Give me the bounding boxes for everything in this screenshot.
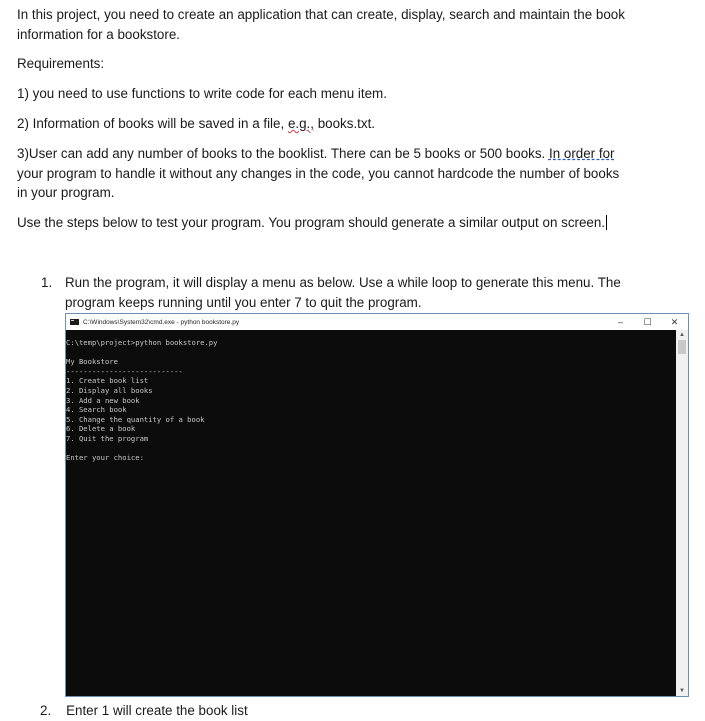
console-line: 2. Display all books xyxy=(66,385,153,395)
scroll-thumb[interactable] xyxy=(678,340,686,354)
intro-line-2: information for a bookstore. xyxy=(17,26,181,42)
console-line: 7. Quit the program xyxy=(66,433,149,443)
console-line: 5. Change the quantity of a book xyxy=(66,414,205,424)
step-1-text xyxy=(65,273,645,312)
step-1-number: 1. xyxy=(41,275,53,290)
console-line xyxy=(66,444,676,454)
console-output[interactable] xyxy=(66,330,676,696)
console-line: 4. Search book xyxy=(66,405,127,415)
console-line: 1. Create book list xyxy=(66,376,149,386)
cmd-window-screenshot xyxy=(65,313,689,697)
intro-paragraph xyxy=(17,5,647,44)
step-1-line-1: Run the program, it will display a menu as below. Use a while loop to generate this menu. The xyxy=(65,275,621,290)
requirements-heading: Requirements: xyxy=(17,56,105,71)
grammar-flagged-phrase[interactable]: In order for xyxy=(548,146,615,161)
step-2-partial xyxy=(40,701,340,718)
requirement-1: 1) you need to use functions to write code for each menu item. xyxy=(17,86,387,101)
maximize-icon[interactable]: ☐ xyxy=(643,316,652,327)
console-line: My Bookstore xyxy=(66,357,118,367)
intro-line-1: In this project, you need to create an application that can create, display, search and maintain the book xyxy=(17,7,625,22)
console-scrollbar[interactable] xyxy=(676,330,688,696)
console-line: Enter your choice: xyxy=(66,453,144,463)
steps-paragraph[interactable] xyxy=(17,213,647,233)
console-line: 6. Delete a book xyxy=(66,424,136,434)
step-1-line-2: program keeps running until you enter 7 to quit the program. xyxy=(65,294,422,310)
steps-text: Use the steps below to test your program. You program should generate a similar output on screen. xyxy=(17,215,606,230)
requirement-2-text: 2) Information of books will be saved in a file, xyxy=(17,116,288,131)
requirement-3 xyxy=(17,144,647,203)
requirement-2-text-end: books.txt. xyxy=(314,116,376,131)
requirement-2 xyxy=(17,114,647,134)
cmd-title-bar[interactable] xyxy=(66,314,688,330)
spellcheck-flagged-word[interactable]: e.g., xyxy=(287,116,314,131)
step-2-number: 2. xyxy=(40,703,52,718)
close-icon[interactable]: ✕ xyxy=(670,316,679,327)
scroll-up-icon[interactable]: ▲ xyxy=(679,332,685,338)
requirement-3-line-3: in your program. xyxy=(17,185,115,201)
console-line: 3. Add a new book xyxy=(66,395,140,405)
console-line: C:\temp\project>python bookstore.py xyxy=(66,338,218,347)
minimize-icon[interactable]: – xyxy=(617,317,623,327)
cmd-window-title: C:\Windows\System32\cmd.exe - python bookstore.py xyxy=(83,318,240,326)
console-line xyxy=(66,348,676,358)
step-2-text: Enter 1 will create the book list xyxy=(66,703,248,718)
requirement-3-text: 3)User can add any number of books to the booklist. There can be 5 books or 500 books. xyxy=(17,146,549,161)
text-cursor xyxy=(606,215,607,230)
requirement-3-line-2: your program to handle it without any changes in the code, you cannot hardcode the number of books xyxy=(17,165,620,181)
window-controls xyxy=(607,314,688,330)
console-line: --------------------------- xyxy=(66,366,183,376)
scroll-down-icon[interactable]: ▼ xyxy=(679,688,685,694)
terminal-icon xyxy=(70,319,79,325)
